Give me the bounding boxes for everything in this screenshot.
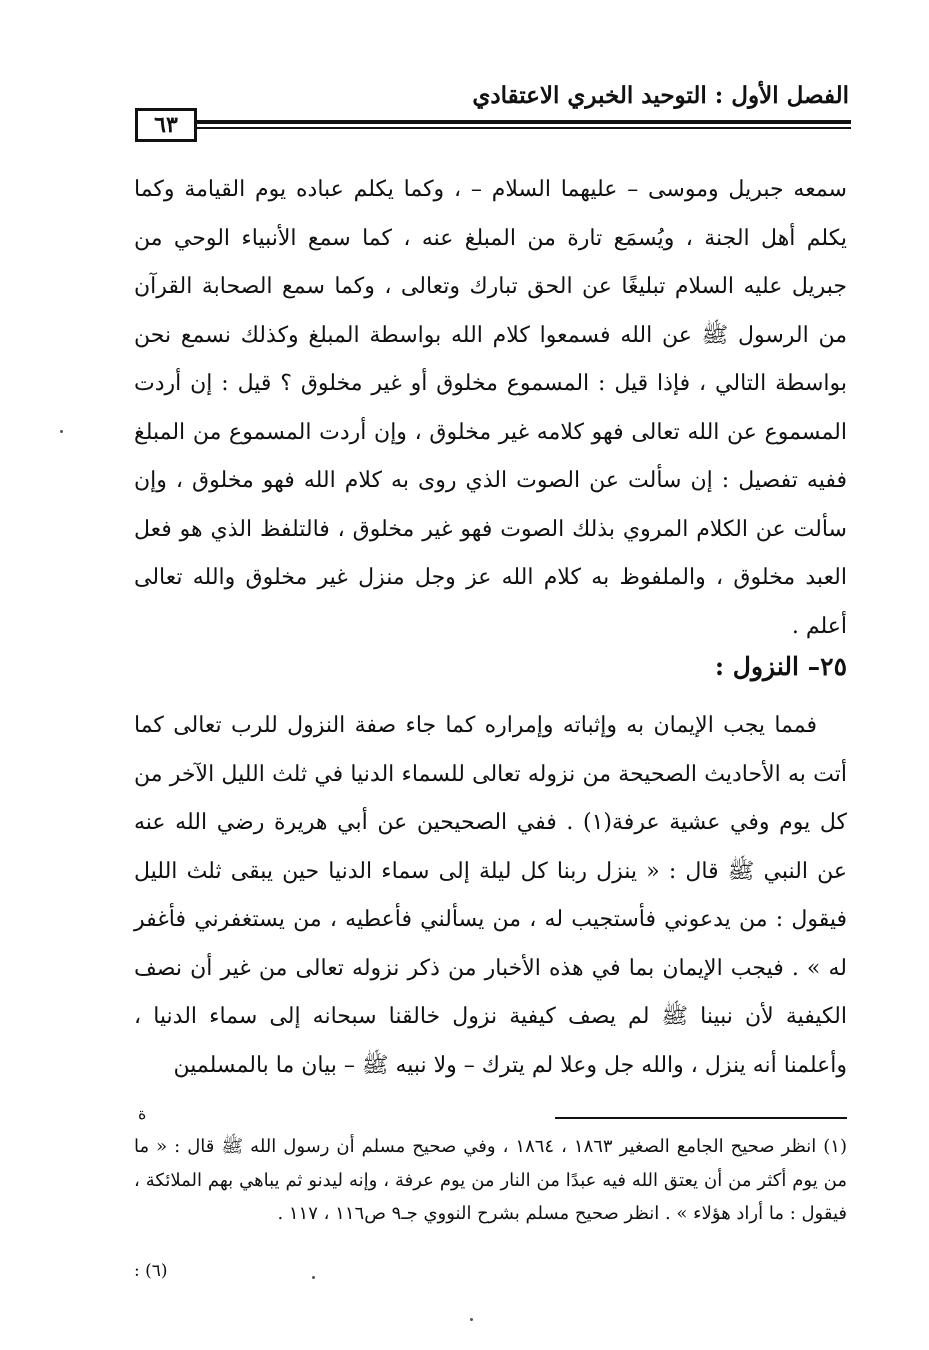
running-title: الفصل الأول : التوحيد الخبري الاعتقادي <box>472 82 849 109</box>
speck <box>470 1318 473 1321</box>
page-number-box <box>135 108 197 142</box>
header-rule-thin <box>197 127 851 129</box>
header-rule-thick <box>197 120 851 124</box>
body-paragraph-1: سمعه جبريل وموسى – عليهما السلام – ، وكما يكلم عباده يوم القيامة وكما يكلم أهل الجنة ، ويُسمَع تارة من المبلغ عنه ، كما سمع الأنبياء الوحي من جبريل عليه السلام تبليغًا عن الحق تبارك وتعالى ، وكما سمع الصحابة القرآن من الرسول ﷺ عن الله فسمعوا كلام الله بواسطة المبلغ وكذلك نسمع نحن بواسطة التالي ، فإذا قيل : المسموع مخلوق أو غير مخلوق ؟ قيل : إن أردت المسموع عن الله تعالى فهو كلامه غير مخلوق ، وإن أردت المسموع من المبلغ ففيه تفصيل : إن سألت عن الصوت الذي روى به كلام الله فهو مخلوق ، وإن سألت عن الكلام المروي بذلك الصوت فهو غير مخلوق ، فالتلفظ الذي هو فعل العبد مخلوق ، والملفوظ به كلام الله عز وجل منزل غير مخلوق والله تعالى أعلم . <box>134 177 847 639</box>
body-paragraph-2: فمما يجب الإيمان به وإثباته وإمراره كما جاء صفة النزول للرب تعالى كما أتت به الأحاديث الصحيحة من نزوله تعالى للسماء الدنيا في ثلث الليل الآخر من كل يوم وفي عشية عرفة(١) . ففي الصحيحين عن أبي هريرة رضي الله عنه عن النبي ﷺ قال : « ينزل ربنا كل ليلة إلى سماء الدنيا حين يبقى ثلث الليل فيقول : من يدعوني فأستجيب له ، من يسألني فأعطيه ، من يستغفرني فأغفر له » . فيجب الإيمان بما في هذه الأخبار من ذكر نزوله تعالى من غير أن نصف الكيفية لأن نبينا ﷺ لم يصف كيفية نزول خالقنا سبحانه إلى سماء الدنيا ، وأعلمنا أنه ينزل ، والله جل وعلا لم يترك – ولا نبيه ﷺ – بيان ما بالمسلمين <box>134 713 847 1078</box>
page-number: ٦٣ <box>154 112 178 138</box>
footnote-catchword: ة <box>138 1104 147 1123</box>
speck <box>60 430 63 433</box>
speck <box>312 1276 315 1279</box>
footnote-rule <box>555 1117 847 1119</box>
footnote-1: (١) انظر صحيح الجامع الصغير ١٨٦٣ ، ١٨٦٤ ، وفي صحيح مسلم أن رسول الله ﷺ قال : « ما من يوم أكثر من أن يعتق الله فيه عبدًا من النار من يوم عرفة ، وإنه ليدنو ثم يباهي بهم الملائكة ، فيقول : ما أراد هؤلاء » . انظر صحيح مسلم بشرح النووي جـ٩ ص١١٦ ، ١١٧ . <box>134 1136 847 1224</box>
footnote-continuation: (٦) : <box>134 1261 168 1281</box>
section-heading-nuzul: ٢٥– النزول : <box>714 652 847 681</box>
